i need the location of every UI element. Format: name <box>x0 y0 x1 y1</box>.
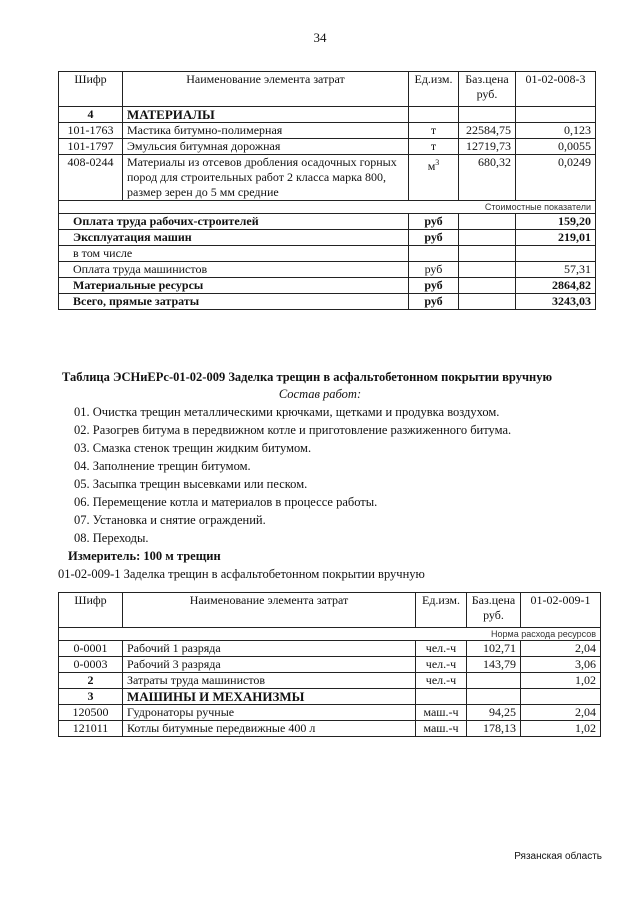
table-title: Таблица ЭСНиЕРс-01-02-009 Заделка трещин в асфальтобетонном покрытии вручную <box>62 370 552 384</box>
page-number: 34 <box>313 30 327 45</box>
cost-unit <box>409 246 459 262</box>
work-item: 02. Разогрев битума в передвижном котле и приготовление разжиженного битума. <box>74 423 512 437</box>
table-header-row <box>59 72 596 107</box>
row-unit: маш.-ч <box>416 705 467 721</box>
header-unit: Ед.изм. <box>409 72 459 107</box>
row-price: 178,13 <box>467 721 521 737</box>
cost-name: Эксплуатация машин <box>59 230 409 246</box>
row-value: 2,04 <box>521 641 601 657</box>
row-code: 2 <box>59 673 123 689</box>
cost-row <box>59 214 596 230</box>
row-code: 121011 <box>59 721 123 737</box>
table-header-row <box>59 593 601 628</box>
machinist-row <box>59 673 601 689</box>
row-code: 120500 <box>59 705 123 721</box>
cost-value: 2864,82 <box>516 278 596 294</box>
row-value: 0,123 <box>516 123 596 139</box>
header-name: Наименование элемента затрат <box>123 72 409 107</box>
section-row <box>59 107 596 123</box>
cost-value: 57,31 <box>516 262 596 278</box>
row-name: Материалы из отсевов дробления осадочных горных пород для строительных работ 2 класса марка 800, размер зерен до 5 мм средние <box>123 155 409 201</box>
work-item: 08. Переходы. <box>74 531 149 545</box>
row-price: 22584,75 <box>459 123 516 139</box>
row-name: Мастика битумно-полимерная <box>123 123 409 139</box>
table-row <box>59 657 601 673</box>
header-rate: 01-02-008-3 <box>516 72 596 107</box>
work-list <box>74 404 511 546</box>
row-unit: т <box>409 123 459 139</box>
table-row <box>59 705 601 721</box>
cost-row <box>59 230 596 246</box>
cost-name: Всего, прямые затраты <box>59 294 409 310</box>
section-row <box>59 689 601 705</box>
table-row <box>59 641 601 657</box>
table-row <box>59 155 596 201</box>
row-name: Эмульсия битумная дорожная <box>123 139 409 155</box>
row-value: 1,02 <box>521 721 601 737</box>
row-code: 408-0244 <box>59 155 123 201</box>
row-price: 143,79 <box>467 657 521 673</box>
work-item: 03. Смазка стенок трещин жидким битумом. <box>74 441 312 455</box>
row-price: 102,71 <box>467 641 521 657</box>
header-unit: Ед.изм. <box>416 593 467 628</box>
row-name: Котлы битумные передвижные 400 л <box>123 721 416 737</box>
cost-unit: руб <box>409 230 459 246</box>
cost-value <box>516 246 596 262</box>
norm-note-row <box>59 628 601 641</box>
section-title: МАТЕРИАЛЫ <box>123 107 409 123</box>
work-item: 07. Установка и снятие ограждений. <box>74 513 266 527</box>
cost-unit: руб <box>409 262 459 278</box>
table-row <box>59 139 596 155</box>
cost-row <box>59 278 596 294</box>
row-unit: чел.-ч <box>416 673 467 689</box>
work-item: 04. Заполнение трещин битумом. <box>74 459 251 473</box>
cost-value: 159,20 <box>516 214 596 230</box>
row-price: 12719,73 <box>459 139 516 155</box>
work-item: 01. Очистка трещин металлическими крючками, щетками и продувка воздухом. <box>74 405 500 419</box>
cost-note: Стоимостные показатели <box>59 201 596 214</box>
cost-name: Материальные ресурсы <box>59 278 409 294</box>
row-unit: т <box>409 139 459 155</box>
section-title: МАШИНЫ И МЕХАНИЗМЫ <box>123 689 416 705</box>
cost-value: 3243,03 <box>516 294 596 310</box>
cost-name: Оплата труда машинистов <box>59 262 409 278</box>
row-value: 3,06 <box>521 657 601 673</box>
cost-unit: руб <box>409 214 459 230</box>
row-name: Затраты труда машинистов <box>123 673 416 689</box>
materials-table <box>58 71 596 310</box>
norm-note: Норма расхода ресурсов <box>59 628 601 641</box>
table-row <box>59 721 601 737</box>
cost-unit: руб <box>409 294 459 310</box>
row-value: 2,04 <box>521 705 601 721</box>
section-number: 3 <box>59 689 123 705</box>
row-unit: чел.-ч <box>416 641 467 657</box>
cost-note-row <box>59 201 596 214</box>
item-line: 01-02-009-1 Заделка трещин в асфальтобетонном покрытии вручную <box>58 567 425 581</box>
row-name: Гудронаторы ручные <box>123 705 416 721</box>
cost-name: Оплата труда рабочих-строителей <box>59 214 409 230</box>
header-price: Баз.цена руб. <box>467 593 521 628</box>
header-code: Шифр <box>59 72 123 107</box>
region-footer: Рязанская область <box>514 851 602 862</box>
composition-title: Состав работ: <box>278 387 362 401</box>
row-unit: маш.-ч <box>416 721 467 737</box>
section-number: 4 <box>59 107 123 123</box>
row-name: Рабочий 3 разряда <box>123 657 416 673</box>
table-row <box>59 123 596 139</box>
meter-label: Измеритель: 100 м трещин <box>68 549 221 563</box>
cost-name: в том числе <box>59 246 409 262</box>
row-code: 0-0001 <box>59 641 123 657</box>
row-price <box>467 673 521 689</box>
header-price: Баз.цена руб. <box>459 72 516 107</box>
header-name: Наименование элемента затрат <box>123 593 416 628</box>
row-value: 1,02 <box>521 673 601 689</box>
row-value: 0,0055 <box>516 139 596 155</box>
cost-unit: руб <box>409 278 459 294</box>
row-code: 101-1797 <box>59 139 123 155</box>
row-unit: $м^3$ <box>409 155 459 201</box>
cost-value: 219,01 <box>516 230 596 246</box>
resources-table <box>58 592 601 737</box>
row-unit: чел.-ч <box>416 657 467 673</box>
row-value: 0,0249 <box>516 155 596 201</box>
work-item: 06. Перемещение котла и материалов в процессе работы. <box>74 495 378 509</box>
row-price: 94,25 <box>467 705 521 721</box>
row-code: 0-0003 <box>59 657 123 673</box>
row-name: Рабочий 1 разряда <box>123 641 416 657</box>
row-price: 680,32 <box>459 155 516 201</box>
header-code: Шифр <box>59 593 123 628</box>
work-item: 05. Засыпка трещин высевками или песком. <box>74 477 308 491</box>
row-code: 101-1763 <box>59 123 123 139</box>
cost-row <box>59 294 596 310</box>
header-rate: 01-02-009-1 <box>521 593 601 628</box>
cost-row <box>59 262 596 278</box>
cost-row <box>59 246 596 262</box>
